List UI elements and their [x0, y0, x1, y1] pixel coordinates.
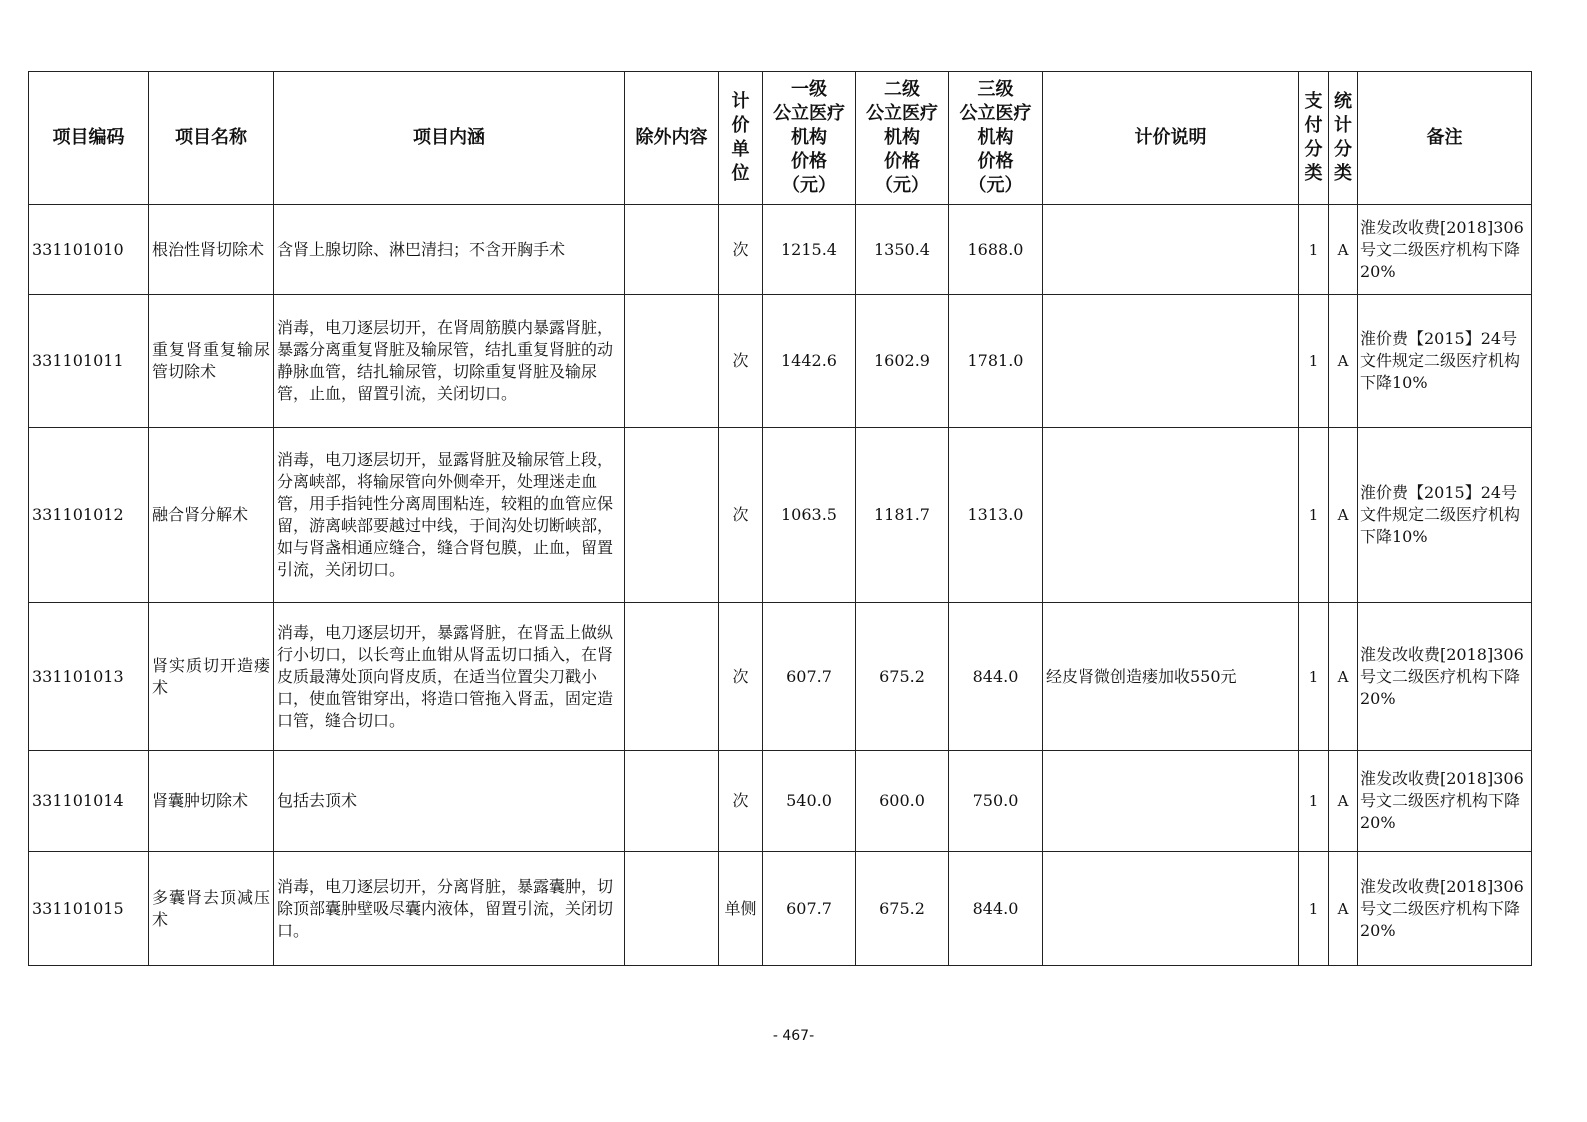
item-exclusions — [625, 751, 719, 852]
item-price-level3: 1688.0 — [949, 205, 1043, 295]
price-table — [28, 71, 1532, 966]
header-content: 项目内涵 — [274, 72, 625, 205]
header-unit: 计 价 单 位 — [719, 72, 763, 205]
item-price-level3: 844.0 — [949, 852, 1043, 966]
item-unit: 次 — [719, 428, 763, 603]
item-pay-class: 1 — [1299, 603, 1329, 751]
item-name: 融合肾分解术 — [149, 428, 274, 603]
item-stat-class: A — [1329, 751, 1358, 852]
item-pricing-note — [1043, 295, 1299, 428]
item-exclusions — [625, 852, 719, 966]
item-price-level1: 607.7 — [763, 852, 856, 966]
item-remarks: 淮价费【2015】24号文件规定二级医疗机构下降10% — [1358, 428, 1532, 603]
item-remarks: 淮价费【2015】24号文件规定二级医疗机构下降10% — [1358, 295, 1532, 428]
item-unit: 次 — [719, 205, 763, 295]
item-content: 消毒，电刀逐层切开，分离肾脏，暴露囊肿，切除顶部囊肿壁吸尽囊内液体，留置引流，关闭切口。 — [274, 852, 625, 966]
item-stat-class: A — [1329, 428, 1358, 603]
header-remarks: 备注 — [1358, 72, 1532, 205]
item-name: 肾实质切开造瘘术 — [149, 603, 274, 751]
item-exclusions — [625, 603, 719, 751]
item-price-level1: 607.7 — [763, 603, 856, 751]
item-unit: 次 — [719, 295, 763, 428]
header-code: 项目编码 — [29, 72, 149, 205]
table-row — [29, 751, 1532, 852]
item-code: 331101012 — [29, 428, 149, 603]
item-exclusions — [625, 295, 719, 428]
item-stat-class: A — [1329, 205, 1358, 295]
item-price-level3: 750.0 — [949, 751, 1043, 852]
table-row — [29, 205, 1532, 295]
item-price-level3: 1313.0 — [949, 428, 1043, 603]
item-pricing-note — [1043, 751, 1299, 852]
header-price-level2: 二级 公立医疗 机构 价格 （元） — [856, 72, 949, 205]
item-content: 消毒，电刀逐层切开，在肾周筋膜内暴露肾脏，暴露分离重复肾脏及输尿管，结扎重复肾脏的动静脉血管，结扎输尿管，切除重复肾脏及输尿管，止血，留置引流，关闭切口。 — [274, 295, 625, 428]
table-row — [29, 295, 1532, 428]
header-row — [29, 72, 1532, 205]
table-row — [29, 852, 1532, 966]
item-price-level2: 1602.9 — [856, 295, 949, 428]
header-stat-class: 统 计 分 类 — [1329, 72, 1358, 205]
header-pricing-note: 计价说明 — [1043, 72, 1299, 205]
item-unit: 次 — [719, 603, 763, 751]
header-price-level1: 一级 公立医疗 机构 价格 （元） — [763, 72, 856, 205]
item-remarks: 淮发改收费[2018]306号文二级医疗机构下降20% — [1358, 205, 1532, 295]
item-name: 多囊肾去顶减压术 — [149, 852, 274, 966]
item-pricing-note: 经皮肾微创造瘘加收550元 — [1043, 603, 1299, 751]
page-number: - 467- — [772, 1028, 815, 1044]
item-stat-class: A — [1329, 852, 1358, 966]
header-price-level3: 三级 公立医疗 机构 价格 （元） — [949, 72, 1043, 205]
header-pay-class: 支 付 分 类 — [1299, 72, 1329, 205]
item-unit: 次 — [719, 751, 763, 852]
item-stat-class: A — [1329, 603, 1358, 751]
item-price-level3: 844.0 — [949, 603, 1043, 751]
item-pricing-note — [1043, 205, 1299, 295]
item-unit: 单侧 — [719, 852, 763, 966]
item-content: 包括去顶术 — [274, 751, 625, 852]
item-price-level3: 1781.0 — [949, 295, 1043, 428]
item-price-level1: 1442.6 — [763, 295, 856, 428]
item-price-level1: 540.0 — [763, 751, 856, 852]
item-price-level2: 1181.7 — [856, 428, 949, 603]
item-remarks: 淮发改收费[2018]306号文二级医疗机构下降20% — [1358, 751, 1532, 852]
item-price-level1: 1063.5 — [763, 428, 856, 603]
item-code: 331101011 — [29, 295, 149, 428]
item-code: 331101015 — [29, 852, 149, 966]
item-content: 含肾上腺切除、淋巴清扫；不含开胸手术 — [274, 205, 625, 295]
item-pay-class: 1 — [1299, 428, 1329, 603]
item-price-level2: 675.2 — [856, 603, 949, 751]
header-name: 项目名称 — [149, 72, 274, 205]
item-name: 重复肾重复输尿管切除术 — [149, 295, 274, 428]
item-price-level2: 600.0 — [856, 751, 949, 852]
item-name: 肾囊肿切除术 — [149, 751, 274, 852]
item-stat-class: A — [1329, 295, 1358, 428]
item-name: 根治性肾切除术 — [149, 205, 274, 295]
item-pay-class: 1 — [1299, 295, 1329, 428]
item-price-level2: 1350.4 — [856, 205, 949, 295]
item-pay-class: 1 — [1299, 205, 1329, 295]
item-pricing-note — [1043, 428, 1299, 603]
item-pay-class: 1 — [1299, 852, 1329, 966]
item-price-level2: 675.2 — [856, 852, 949, 966]
item-pay-class: 1 — [1299, 751, 1329, 852]
table-row — [29, 603, 1532, 751]
item-code: 331101014 — [29, 751, 149, 852]
item-code: 331101010 — [29, 205, 149, 295]
item-exclusions — [625, 428, 719, 603]
item-remarks: 淮发改收费[2018]306号文二级医疗机构下降20% — [1358, 852, 1532, 966]
item-pricing-note — [1043, 852, 1299, 966]
item-content: 消毒，电刀逐层切开，显露肾脏及输尿管上段，分离峡部，将输尿管向外侧牵开，处理迷走血管，用手指钝性分离周围粘连，较粗的血管应保留，游离峡部要越过中线，于间沟处切断峡部，如与肾盏相通应缝合，缝合肾包膜，止血，留置引流，关闭切口。 — [274, 428, 625, 603]
item-price-level1: 1215.4 — [763, 205, 856, 295]
item-content: 消毒，电刀逐层切开，暴露肾脏，在肾盂上做纵行小切口，以长弯止血钳从肾盂切口插入，在肾皮质最薄处顶向肾皮质，在适当位置尖刀戳小口，使血管钳穿出，将造口管拖入肾盂，固定造口管，缝合切口。 — [274, 603, 625, 751]
table-row — [29, 428, 1532, 603]
item-remarks: 淮发改收费[2018]306号文二级医疗机构下降20% — [1358, 603, 1532, 751]
header-exclusions: 除外内容 — [625, 72, 719, 205]
item-exclusions — [625, 205, 719, 295]
item-code: 331101013 — [29, 603, 149, 751]
